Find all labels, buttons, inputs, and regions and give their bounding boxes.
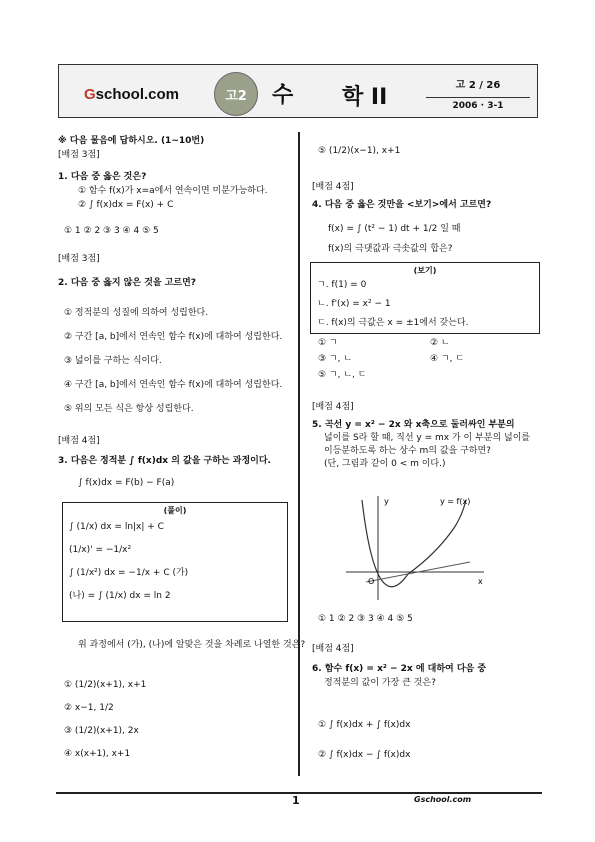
q2-option: ③ 넓이를 구하는 식이다. (64, 356, 162, 366)
grade-badge: 고2 (214, 72, 258, 116)
q3-formula: ∫ f(x)dx = F(b) − F(a) (78, 478, 175, 488)
q2-options (64, 308, 292, 415)
box-line: ∫ (1/x²) dx = −1/x + C (가) (69, 568, 189, 578)
q4-formula: f(x) = ∫ (t² − 1) dt + 1/2 일 때 (328, 224, 461, 234)
box-line: ㄷ. f(x)의 극값은 x = ±1에서 갖는다. (317, 318, 469, 328)
logo-text: school.com (95, 86, 180, 103)
box-label: (보기) (413, 266, 437, 275)
q3-choice: ① (1/2)(x+1), x+1 (64, 680, 147, 690)
q2-points: [배점 3점] (58, 254, 100, 264)
q1-line2: ② ∫ f(x)dx = F(x) + C (78, 200, 174, 210)
q5-points: [배점 4점] (312, 402, 354, 412)
q4-choice: ② ㄴ (430, 338, 450, 348)
graph-origin: O (368, 577, 375, 586)
q3-choice: ② x−1, 1/2 (64, 703, 114, 713)
q5-choices: ① 1 ② 2 ③ 3 ④ 4 ⑤ 5 (318, 614, 413, 624)
q3-points: [배점 4점] (58, 436, 100, 446)
q3-choices (64, 680, 146, 760)
q6-choice: ② ∫ f(x)dx − ∫ f(x)dx (318, 750, 411, 760)
q4-choice: ⑤ ㄱ, ㄴ, ㄷ (318, 370, 367, 380)
box-label: (풀이) (163, 506, 187, 515)
q6-points: [배점 4점] (312, 644, 354, 654)
q5-graph (340, 488, 490, 606)
graph-curve-label: y = f(x) (440, 497, 471, 506)
q3-choice-5: ⑤ (1/2)(x−1), x+1 (318, 146, 401, 156)
site-logo (84, 86, 179, 103)
q4-choice: ① ㄱ (318, 338, 338, 348)
box-line: ∫ (1/x) dx = ln|x| + C (69, 522, 164, 532)
footer-copyright: Gschool.com (414, 795, 472, 804)
q5-text (312, 420, 530, 470)
q5-line: 넓이를 S라 할 때, 직선 y = mx 가 이 부분의 넓이를 (324, 433, 531, 443)
q5-line: 이등분하도록 하는 상수 m의 값을 구하면? (324, 446, 491, 456)
q6-line: 6. 함수 f(x) = x² − 2x 에 대하여 다음 중 (312, 664, 487, 674)
graph-x-label: x (478, 577, 483, 586)
column-divider (298, 132, 300, 776)
q1-points: [배점 3점] (58, 150, 100, 160)
q3-after: 위 과정에서 (가), (나)에 알맞은 것을 차례로 나열한 것은? (78, 640, 306, 650)
q1-line1: ① 함수 f(x)가 x=a에서 연속이면 미분가능하다. (78, 186, 268, 196)
logo-prefix: G (84, 86, 96, 103)
graph-y-label: y (384, 497, 389, 506)
subject-title-2: 학 II (342, 85, 388, 110)
q6-choice: ① ∫ f(x)dx + ∫ f(x)dx (318, 720, 411, 730)
q5-line: (단, 그림과 같이 0 < m 이다.) (324, 459, 446, 469)
q1-text: 1. 다음 중 옳은 것은? (58, 172, 147, 182)
q4-choice: ④ ㄱ, ㄷ (430, 354, 465, 364)
example-box (310, 262, 540, 334)
info-line: 2006 · 3-1 (426, 97, 530, 111)
page-number: 1 (292, 794, 300, 807)
box-line: ㄱ. f(1) = 0 (317, 280, 367, 290)
q2-option: ② 구간 [a, b]에서 연속인 함수 f(x)에 대하여 성립한다. (64, 332, 283, 342)
q3-text: 3. 다음은 정적분 ∫ f(x)dx 의 값을 구하는 과정이다. (58, 456, 271, 466)
q1-choices: ① 1 ② 2 ③ 3 ④ 4 ⑤ 5 (64, 226, 159, 236)
q4-choice: ③ ㄱ, ㄴ (318, 354, 353, 364)
q6-line: 정적분의 값이 가장 큰 것은? (324, 678, 436, 688)
subject-title-1: 수 (272, 83, 294, 108)
q2-option: ① 정적분의 성질에 의하여 성립한다. (64, 308, 209, 318)
solution-box (62, 502, 288, 622)
box-line: ㄴ. f'(x) = x² − 1 (317, 299, 391, 309)
q3-choice: ③ (1/2)(x+1), 2x (64, 726, 139, 736)
q2-text: 2. 다음 중 옳지 않은 것을 고르면? (58, 278, 197, 288)
grade-line: 고 2 / 26 (455, 80, 501, 91)
q4-sub: f(x)의 극댓값과 극솟값의 합은? (328, 244, 453, 254)
q5-line: 5. 곡선 y = x² − 2x 와 x축으로 둘러싸인 부분의 (312, 420, 515, 430)
box-line: (1/x)' = −1/x² (69, 545, 132, 555)
q2-option: ⑤ 위의 모든 식은 항상 성립한다. (64, 404, 194, 414)
grade-info (426, 76, 530, 111)
box-line: (나) = ∫ (1/x) dx = ln 2 (69, 591, 171, 601)
q2-option: ④ 구간 [a, b]에서 연속인 함수 f(x)에 대하여 성립한다. (64, 380, 283, 390)
instructions: ※ 다음 물음에 답하시오. (1~10번) (58, 136, 205, 146)
q4-text: 4. 다음 중 옳은 것만을 <보기>에서 고르면? (312, 200, 492, 210)
q3-choice: ④ x(x+1), x+1 (64, 749, 131, 759)
q4-points: [배점 4점] (312, 182, 354, 192)
